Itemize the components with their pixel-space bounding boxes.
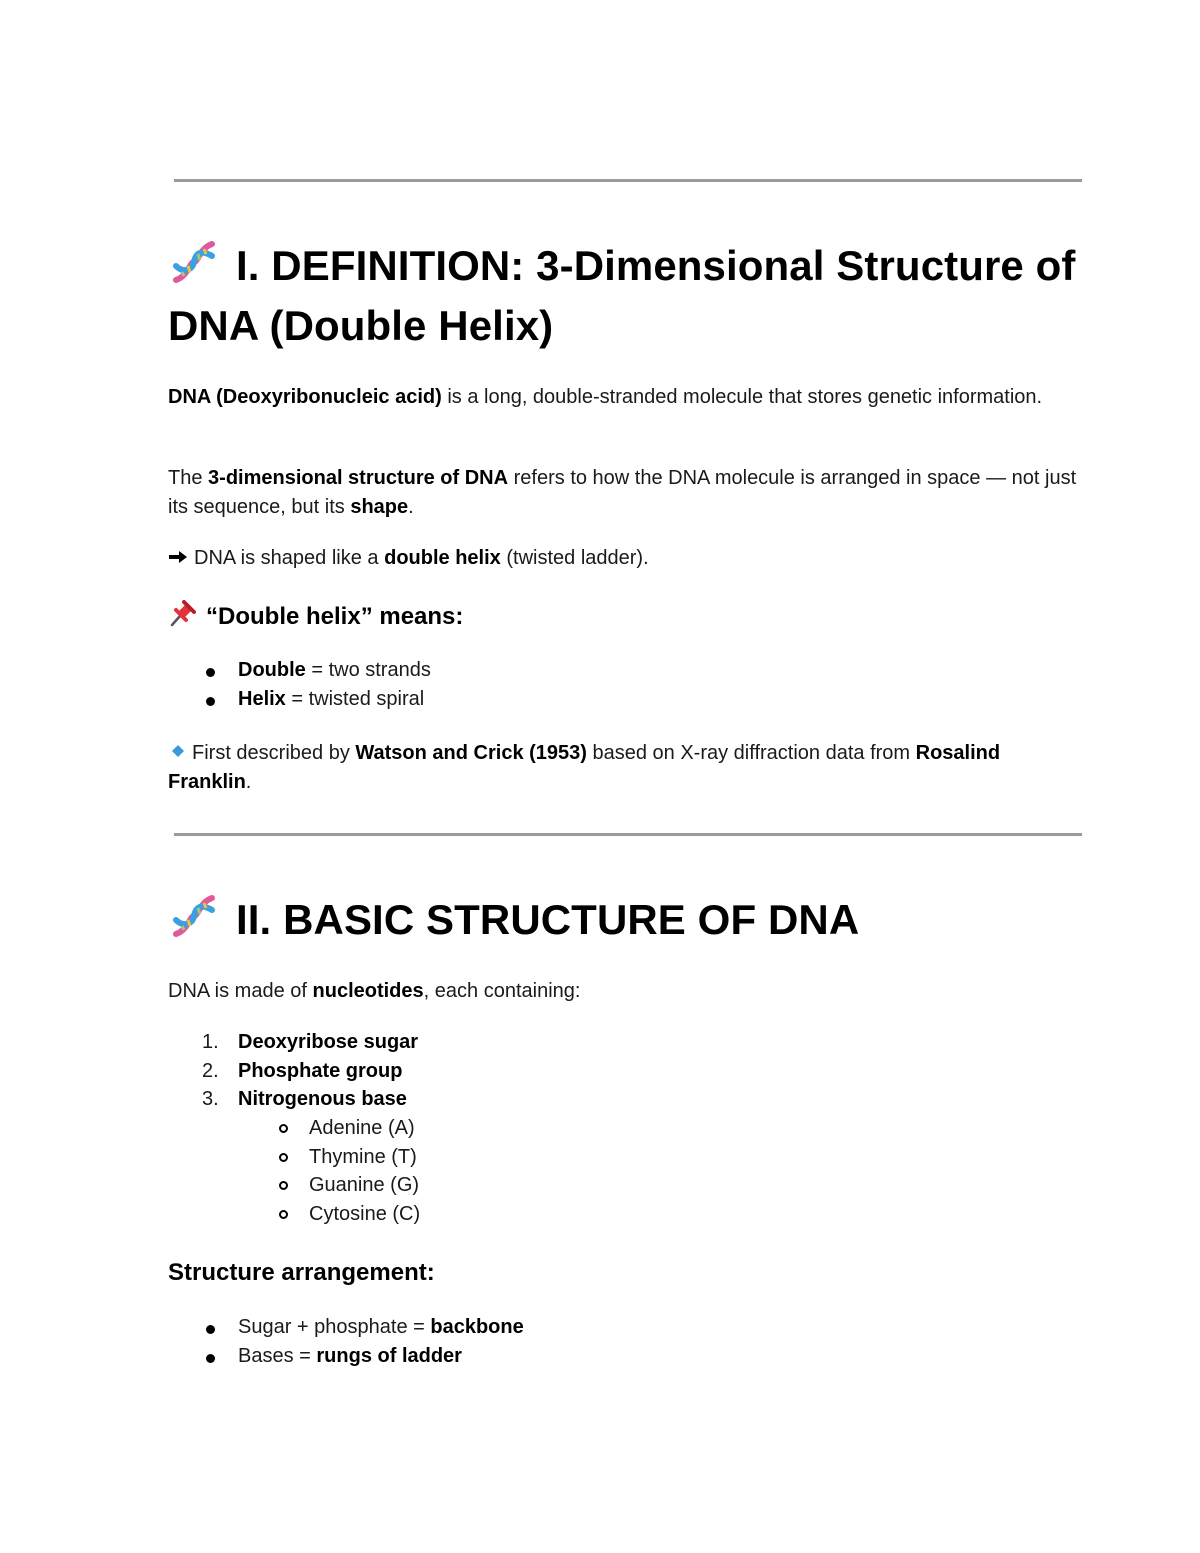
dna-icon [168, 890, 220, 942]
list-item: Double = two strands [238, 656, 431, 685]
double-helix-subheading: “Double helix” means: [168, 600, 463, 633]
pushpin-icon [168, 600, 196, 628]
list-item: Cytosine (C) [309, 1200, 420, 1229]
shape-paragraph: DNA is shaped like a double helix (twisted ladder). [168, 544, 1088, 573]
list-item: 2. Phosphate group [202, 1059, 403, 1082]
list-item: Helix = twisted spiral [238, 685, 431, 714]
list-item: Adenine (A) [309, 1114, 420, 1143]
structure-paragraph: The 3-dimensional structure of DNA refers to how the DNA molecule is arranged in space — not just its sequence, but its shape. [168, 467, 1077, 518]
section-2-heading-text: II. BASIC STRUCTURE OF DNA [236, 896, 860, 943]
section-1-heading [168, 236, 1108, 356]
double-helix-list [238, 656, 431, 713]
history-note: First described by Watson and Crick (1953) based on X-ray diffraction data from Rosalind Franklin. [168, 737, 1088, 796]
list-item: Thymine (T) [309, 1143, 420, 1172]
structure-arrangement-subheading: Structure arrangement: [168, 1259, 435, 1286]
list-item: 1. Deoxyribose sugar [202, 1031, 419, 1053]
definition-paragraph: DNA (Deoxyribonucleic acid) is a long, double-stranded molecule that stores genetic information. [168, 386, 1043, 408]
right-arrow-icon [168, 544, 188, 558]
arrangement-list [238, 1313, 524, 1370]
list-item: Bases = rungs of ladder [238, 1342, 524, 1371]
nucleotides-intro: DNA is made of nucleotides, each containing: [168, 980, 581, 1002]
nucleotide-components-list [202, 1028, 419, 1114]
dna-icon [168, 236, 220, 288]
blue-diamond-icon [172, 737, 184, 749]
list-item: Sugar + phosphate = backbone [238, 1313, 524, 1342]
bases-list [309, 1114, 420, 1228]
divider-middle [174, 833, 1082, 836]
divider-top [174, 179, 1082, 182]
section-1-heading-text: I. DEFINITION: 3-Dimensional Structure of DNA (Double Helix) [168, 242, 1076, 349]
list-item: 3. Nitrogenous base [202, 1088, 407, 1110]
list-item: Guanine (G) [309, 1171, 420, 1200]
section-2-heading [168, 890, 1108, 950]
